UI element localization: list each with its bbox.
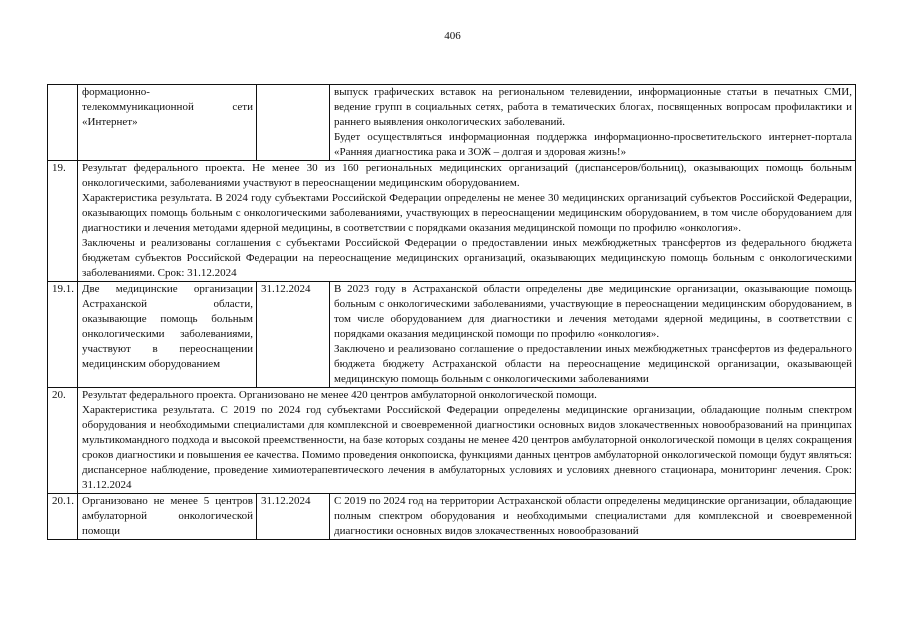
plan-table — [47, 84, 856, 540]
description-cell — [330, 282, 856, 388]
row-number-cell — [48, 85, 78, 161]
table-row — [48, 388, 856, 494]
table-row — [48, 161, 856, 282]
row-number-cell: 19. — [48, 161, 78, 282]
result-cell — [78, 388, 856, 494]
row-number-cell: 20.1. — [48, 494, 78, 540]
paragraph: Характеристика результата. В 2024 году субъектами Российской Федерации определены не менее 30 медицинских организаций субъектов Российской Федерации, оказывающих помощь больным с онкологическими заболеваниями, участвующих в переоснащении медицинским оборудованием, в том числе оборудованием для диагностики и лечения методами ядерной медицины, в соответствии с порядками оказания медицинской помощи по профилю «онкология». — [82, 192, 852, 234]
table-row — [48, 282, 856, 388]
paragraph: выпуск графических вставок на региональном телевидении, информационные статьи в печатных СМИ, ведение групп в социальных сетях, работа в тематических блогах, посвященных вопросам профилактики и раннего выявления онкологических заболеваний. — [334, 86, 852, 128]
paragraph: Заключены и реализованы соглашения с субъектами Российской Федерации о предоставлении иных межбюджетных трансфертов из федерального бюджета бюджетам субъектов Российской Федерации на переоснащение медицинских организаций, оказывающих медицинскую помощь больным с онкологическими заболеваниями. Срок: 31.12.2024 — [82, 237, 852, 279]
date-cell: 31.12.2024 — [257, 494, 330, 540]
date-cell — [257, 85, 330, 161]
paragraph: В 2023 году в Астраханской области определены две медицинские организации, оказывающие помощь больным с онкологическими заболеваниями, участвующие в переоснащении медицинским оборудованием, в том числе оборудованием для диагностики и лечения методами ядерной медицины, в соответствии с порядками оказания медицинской помощи по профилю «онкология». — [334, 283, 852, 340]
date-cell: 31.12.2024 — [257, 282, 330, 388]
paragraph: Заключено и реализовано соглашение о предоставлении иных межбюджетных трансфертов из федерального бюджета бюджету Астраханской области на переоснащение медицинской организации, оказывающей медицинскую помощь больным с онкологическими заболеваниями — [334, 343, 852, 385]
name-cell: формационно-телекоммуникационной сети «Интернет» — [78, 85, 257, 161]
result-cell — [78, 161, 856, 282]
paragraph: Характеристика результата. С 2019 по 2024 год субъектами Российской Федерации определены медицинские организации, обладающие полным спектром оборудования и необходимыми специалистами для комплексной и своевременной диагностики основных видов злокачественных новообразований на принципах мультикомандного подхода и высокой преемственности, на базе которых созданы не менее 420 центров амбулаторной онкологической помощи в целях сокращения сроков диагностики и повышения ее качества. Помимо проведения онкопоиска, функциями данных центров амбулаторной онкологической помощи будут являться: диспансерное наблюдение, проведение химиотерапевтического лечения в амбулаторных условиях и условиях дневного стационара, мониторинг лечения. Срок: 31.12.2024 — [82, 404, 852, 491]
row-number-cell: 20. — [48, 388, 78, 494]
description-cell — [330, 494, 856, 540]
table-row — [48, 85, 856, 161]
name-cell: Две медицинские организации Астраханской области, оказывающие помощь больным онкологическими заболеваниями, участвуют в переоснащении медицинским оборудованием — [78, 282, 257, 388]
description-cell — [330, 85, 856, 161]
name-cell: Организовано не менее 5 центров амбулаторной онкологической помощи — [78, 494, 257, 540]
paragraph: Результат федерального проекта. Организовано не менее 420 центров амбулаторной онкологической помощи. — [82, 389, 597, 401]
row-number-cell: 19.1. — [48, 282, 78, 388]
paragraph: Будет осуществляться информационная поддержка информационно-просветительского интернет-портала «Ранняя диагностика рака и ЗОЖ – долгая и здоровая жизнь!» — [334, 131, 852, 158]
paragraph: С 2019 по 2024 год на территории Астраханской области определены медицинские организации, обладающие полным спектром оборудования и необходимыми специалистами для комплексной и своевременной диагностики основных видов злокачественных новообразований — [334, 495, 852, 537]
table-row — [48, 494, 856, 540]
page-number: 406 — [444, 30, 461, 42]
paragraph: Результат федерального проекта. Не менее 30 из 160 региональных медицинских организаций (диспансеров/больниц), оказывающих помощь больным онкологическими, заболеваниями участвуют в переоснащении медицинским оборудованием. — [82, 162, 852, 189]
